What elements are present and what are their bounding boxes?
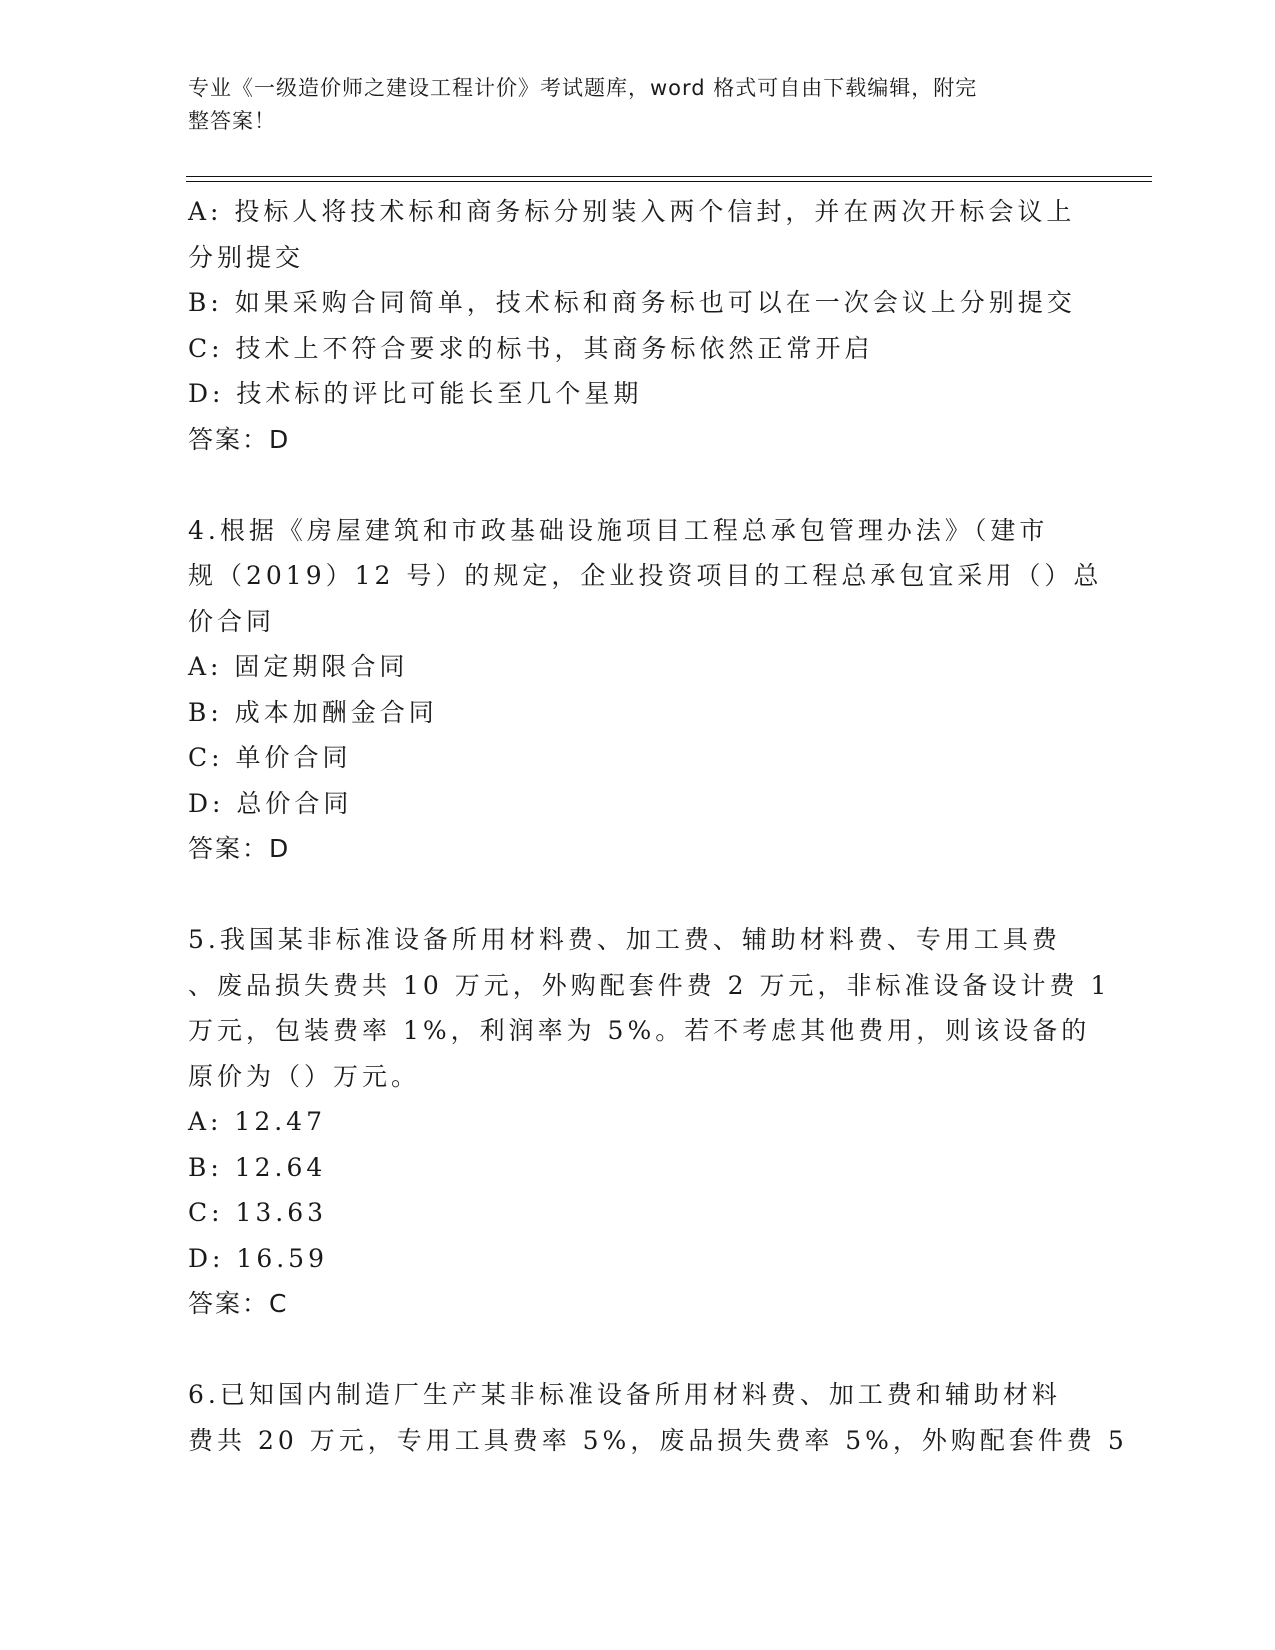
- question-4: [188, 508, 1103, 872]
- spacer: [188, 462, 1088, 508]
- option-c: C: 单价合同: [188, 743, 352, 772]
- answer: 答案：D: [188, 424, 291, 454]
- header-line: 整答案！: [188, 109, 276, 133]
- question-stem: 万元，包装费率 1%，利润率为 5%。若不考虑其他费用，则该设备的: [188, 1016, 1091, 1045]
- question-5: [188, 917, 1111, 1327]
- answer: 答案：D: [188, 834, 291, 863]
- question-stem: 4.根据《房屋建筑和市政基础设施项目工程总承包管理办法》（建市: [188, 515, 1049, 545]
- question-stem: 价合同: [188, 606, 276, 636]
- question-3: [188, 189, 1088, 462]
- question-6: [188, 1372, 1128, 1463]
- option-a: A: 12.47: [188, 1107, 326, 1136]
- option-b: B: 12.64: [188, 1152, 327, 1182]
- header-rule-bottom: [186, 181, 1152, 182]
- option-a: A: 固定期限合同: [188, 652, 409, 681]
- option-a: A: 投标人将技术标和商务标分别装入两个信封，并在两次开标会议上: [188, 197, 1076, 226]
- spacer: [188, 1327, 1088, 1373]
- question-stem: 费共 20 万元，专用工具费率 5%，废品损失费率 5%，外购配套件费 5: [188, 1425, 1128, 1455]
- document-header: [188, 72, 1068, 138]
- question-stem: 、废品损失费共 10 万元，外购配套件费 2 万元，非标准设备设计费 1: [188, 970, 1111, 1000]
- question-stem: 5.我国某非标准设备所用材料费、加工费、辅助材料费、专用工具费: [188, 925, 1061, 954]
- option-b: B: 成本加酬金合同: [188, 697, 438, 727]
- spacer: [188, 872, 1088, 918]
- answer: 答案：C: [188, 1289, 289, 1318]
- option-d: D: 总价合同: [188, 788, 353, 818]
- question-list: [188, 189, 1128, 1463]
- option-b: B: 如果采购合同简单，技术标和商务标也可以在一次会议上分别提交: [188, 288, 1076, 317]
- option-d: D: 16.59: [188, 1243, 328, 1273]
- question-stem: 规（2019）12 号）的规定，企业投资项目的工程总承包宜采用（）总: [188, 561, 1103, 590]
- question-stem: 6.已知国内制造厂生产某非标准设备所用材料费、加工费和辅助材料: [188, 1380, 1061, 1409]
- option-d: D: 技术标的评比可能长至几个星期: [188, 379, 643, 408]
- header-line: 专业《一级造价师之建设工程计价》考试题库，word 格式可自由下载编辑，附完: [188, 76, 978, 100]
- option-c: C: 13.63: [188, 1198, 328, 1227]
- option-c: C: 技术上不符合要求的标书，其商务标依然正常开启: [188, 333, 874, 363]
- option-a-continued: 分别提交: [188, 242, 305, 272]
- header-rule-top: [186, 176, 1152, 177]
- question-stem: 原价为（）万元。: [188, 1061, 421, 1091]
